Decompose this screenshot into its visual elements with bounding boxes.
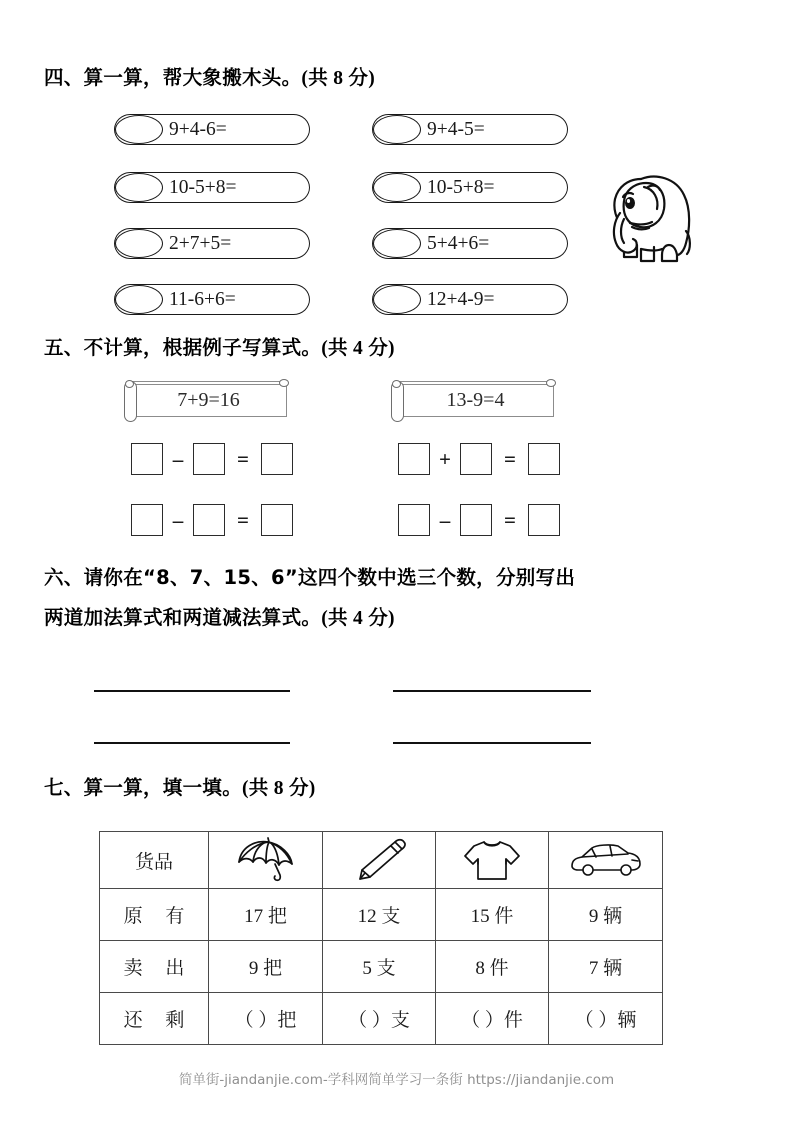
example-expression: 13-9=4 <box>446 389 505 411</box>
table-cell: 12 支 <box>323 889 436 941</box>
log-item[interactable] <box>114 114 312 147</box>
section-7-number: 七、 <box>44 776 84 799</box>
log-item[interactable] <box>372 284 570 317</box>
answer-line[interactable] <box>393 690 591 692</box>
blank-equation-row <box>131 503 293 537</box>
example-banner <box>116 378 288 424</box>
table-row <box>100 889 663 941</box>
section-4-points: (共 8 分) <box>301 68 376 89</box>
log-item[interactable] <box>114 284 312 317</box>
table-cell: 15 件 <box>436 889 549 941</box>
log-expression: 12+4-9= <box>427 289 495 310</box>
table-cell-answer[interactable]: （ ）件 <box>436 993 549 1045</box>
log-expression: 10-5+8= <box>427 177 495 198</box>
table-cell: 8 件 <box>436 941 549 993</box>
table-row-header <box>100 832 663 889</box>
table-header-label: 货品 <box>100 832 209 889</box>
elephant-icon <box>594 157 700 271</box>
blank-equation-row <box>131 442 293 476</box>
table-cell-answer[interactable]: （ ）把 <box>209 993 323 1045</box>
section-7-points: (共 8 分) <box>242 778 316 799</box>
table-cell-pencil <box>323 832 436 889</box>
section-5-heading <box>44 332 395 360</box>
equals-symbol: = <box>237 507 249 532</box>
tshirt-icon <box>436 832 548 888</box>
answer-box[interactable] <box>261 443 293 475</box>
log-end-circle[interactable] <box>373 115 421 144</box>
operator-symbol: + <box>439 446 451 471</box>
table-cell-tshirt <box>436 832 549 889</box>
answer-box[interactable] <box>398 443 430 475</box>
blank-equation-row <box>398 442 560 476</box>
table-row-label <box>100 941 209 993</box>
row-label-text: 还 剩 <box>123 1010 194 1031</box>
section-7-heading <box>44 772 316 800</box>
blank-equation-row <box>398 503 560 537</box>
log-expression: 9+4-5= <box>427 119 485 140</box>
section-5-number: 五、 <box>44 336 84 359</box>
section-6-heading-line1 <box>44 562 575 590</box>
section-5-title: 不计算，根据例子写算式。 <box>83 336 322 359</box>
section-4-number: 四、 <box>44 66 84 89</box>
section-6-number: 六、 <box>44 566 84 589</box>
operator-symbol: – <box>439 507 451 532</box>
log-item[interactable] <box>114 228 312 261</box>
row-label-text: 原 有 <box>123 906 194 927</box>
log-end-circle[interactable] <box>115 229 163 258</box>
example-expression: 7+9=16 <box>177 389 240 411</box>
section-5-points: (共 4 分) <box>321 338 395 359</box>
log-item[interactable] <box>372 172 570 205</box>
example-banner <box>383 378 555 424</box>
log-expression: 11-6+6= <box>169 289 236 310</box>
table-cell-umbrella <box>209 832 323 889</box>
log-end-circle[interactable] <box>373 173 421 202</box>
log-item[interactable] <box>114 172 312 205</box>
table-row-label <box>100 993 209 1045</box>
answer-line[interactable] <box>393 742 591 744</box>
table-cell-answer[interactable]: （ ）支 <box>323 993 436 1045</box>
log-end-circle[interactable] <box>373 229 421 258</box>
answer-box[interactable] <box>528 504 560 536</box>
table-row <box>100 993 663 1045</box>
answer-box[interactable] <box>193 443 225 475</box>
table-row <box>100 941 663 993</box>
section-6-heading-line2 <box>44 602 395 630</box>
umbrella-icon <box>209 832 322 888</box>
banner-top-rod <box>130 381 287 382</box>
log-end-circle[interactable] <box>115 173 163 202</box>
answer-box[interactable] <box>460 504 492 536</box>
answer-box[interactable] <box>398 504 430 536</box>
equals-symbol: = <box>237 446 249 471</box>
section-6-points: (共 4 分) <box>321 608 395 629</box>
log-expression: 5+4+6= <box>427 233 490 254</box>
answer-box[interactable] <box>460 443 492 475</box>
log-end-circle[interactable] <box>115 115 163 144</box>
table-row-label <box>100 889 209 941</box>
equals-symbol: = <box>504 507 516 532</box>
log-end-circle[interactable] <box>115 285 163 314</box>
log-end-circle[interactable] <box>373 285 421 314</box>
table-cell: 9 把 <box>209 941 323 993</box>
answer-box[interactable] <box>131 504 163 536</box>
car-icon <box>549 832 662 888</box>
answer-box[interactable] <box>131 443 163 475</box>
goods-table <box>99 831 663 1045</box>
log-item[interactable] <box>372 228 570 261</box>
section-6-title-line1: 请你在“8、7、15、6”这四个数中选三个数，分别写出 <box>83 566 576 589</box>
operator-symbol: – <box>172 507 184 532</box>
log-item[interactable] <box>372 114 570 147</box>
banner-top-rod <box>397 381 554 382</box>
answer-box[interactable] <box>261 504 293 536</box>
equals-symbol: = <box>504 446 516 471</box>
table-cell: 5 支 <box>323 941 436 993</box>
answer-box[interactable] <box>193 504 225 536</box>
answer-box[interactable] <box>528 443 560 475</box>
table-cell: 17 把 <box>209 889 323 941</box>
operator-symbol: – <box>172 446 184 471</box>
section-6-title-line2: 两道加法算式和两道减法算式。 <box>44 606 322 629</box>
section-4-title: 算一算，帮大象搬木头。 <box>83 66 302 89</box>
table-cell-answer[interactable]: （ ）辆 <box>549 993 663 1045</box>
table-cell: 9 辆 <box>549 889 663 941</box>
log-expression: 10-5+8= <box>169 177 237 198</box>
table-cell-car <box>549 832 663 889</box>
log-expression: 2+7+5= <box>169 233 232 254</box>
pencil-icon <box>323 832 435 888</box>
section-4-heading <box>44 62 375 90</box>
answer-line[interactable] <box>94 742 290 744</box>
footer-watermark: 简单街-jiandanjie.com-学科网简单学习一条街 https://jiandanjie.com <box>178 1072 615 1088</box>
section-7-title: 算一算，填一填。 <box>83 776 243 799</box>
log-expression: 9+4-6= <box>169 119 227 140</box>
row-label-text: 卖 出 <box>123 958 194 979</box>
table-cell: 7 辆 <box>549 941 663 993</box>
answer-line[interactable] <box>94 690 290 692</box>
